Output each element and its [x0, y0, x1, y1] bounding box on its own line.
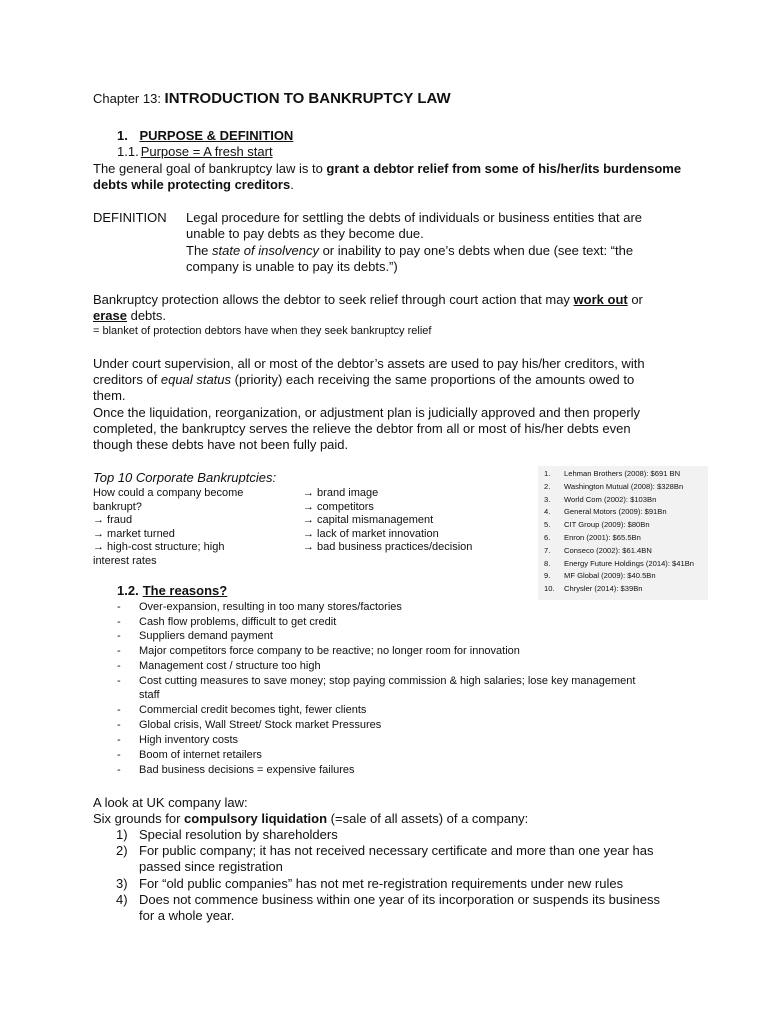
reason-left-1: → fraud [93, 514, 133, 526]
list-number: 7. [544, 545, 551, 555]
intro-line-1 [93, 161, 681, 177]
intro-bold-text: grant a debtor relief from some of his/her/its burdensome [326, 161, 682, 176]
list-item [538, 468, 708, 481]
protection-debts: debts. [126, 308, 167, 323]
list-number: 2) [116, 843, 128, 858]
subsection-1-1-title: Purpose = A fresh start [140, 144, 273, 159]
list-number: 1. [544, 469, 551, 478]
list-text: For “old public companies” has not met re-registration requirements under new rules [139, 876, 624, 891]
subsection-1-2-heading [117, 583, 227, 599]
uk-bold: compulsory liquidation [184, 811, 328, 826]
list-item [538, 532, 708, 545]
list-text: Lehman Brothers (2008): $691 BN [564, 469, 681, 478]
definition-label: DEFINITION [93, 210, 167, 225]
intro-line-2 [93, 177, 294, 193]
reason-text: staff [139, 689, 160, 701]
list-item [538, 570, 708, 583]
supervision-line-4: Once the liquidation, reorganization, or adjustment plan is judicially approved and then properly [93, 405, 641, 420]
document-page: Chapter 13: INTRODUCTION TO BANKRUPTCY LAW 1. PURPOSE & DEFINITION 1.1. Purpose = A fresh start The general goal of bankruptcy law is to grant a debtor relief from some of his/her/its burdensome debts while protecting creditors. DEFINITION Legal procedure for settling the debts of individuals or business entities that are unable to pay debts as they become due. The state of insolvency or inability to pay one’s debts when due (see text: “the company is unable to pay its debts.”) Bankruptcy protection allows the debtor to seek relief through court action that may work out or erase debts. = blanket of protection debtors have when they seek bankruptcy relief Under court supervision, all or most of the debtor’s assets are used to pay his/her creditors, with creditors of equal status (priority) each receiving the same proportions of the amounts owed to them. Once the liquidation, reorganization, or adjustment plan is judicially approved and then properly completed, the bankruptcy serves the relieve the debtor from all or most of his/her debts even though these debts have not been fully paid. Top 10 Corporate Bankruptcies: How could a company become bankrupt? → fraud → market turned → high-cost structure; high interest rates → brand image → competitors → capital mismanagement → lack of market innovation → bad business practices/decision 1. Lehman Brothers (2008): $691 BN 2. Washington Mutual (2008): $328Bn 3. World Com (2002): $103Bn 4. General Motors (2009): $91Bn 5. CIT Group (2009): $80Bn 6. Enron (2001): $65.5Bn 7. Conseco (2002): $61.4BN 8. Energy Future Holdings (2014): $41Bn 9. MF Global (2009): $40.5Bn 10. Chrysler (2014): $39Bn 1.2. The reasons? - Over-expansion, resulting in too many stores/factories - Cash flow problems, difficult to get credit - Suppliers demand payment - Major competitors force company to be reactive; no longer room for innovation - Management cost / structure too high - Cost cutting measures to save money; stop paying commission & high salaries; lose key management staff - Commercial credit becomes tight, fewer clients - Global crisis, Wall Street/ Stock market Pressures - High inventory costs - Boom of internet retailers - Bad business decisions = expensive failures A look at UK company law: Six grounds for compulsory liquidation (=sale of all assets) of a company: 1) Special resolution by shareholders 2) For public company; it has not received necessary certificate and more than one year has passed since registration 3) For “old public companies” has not met re-registration requirements under new rules 4) Does not commence business within one year of its incorporation or suspends its business for a whole year. [0, 0, 768, 1024]
reason-right-3: → capital mismanagement [303, 514, 434, 526]
reason-right-2: → competitors [303, 501, 374, 513]
supervision-italic: equal status [160, 372, 232, 387]
protection-erase: erase [93, 308, 127, 323]
reason-text: Global crisis, Wall Street/ Stock market Pressures [139, 719, 382, 731]
list-number: 8. [544, 558, 551, 568]
reason-text: Management cost / structure too high [139, 660, 321, 672]
reason-text: Cash flow problems, difficult to get credit [139, 616, 337, 628]
reason-text: Suppliers demand payment [139, 630, 273, 642]
supervision-line-2 [93, 372, 634, 388]
section-1-number: 1. [117, 128, 128, 143]
definition-line-3 [186, 243, 633, 259]
protection-line-2 [93, 308, 166, 324]
chapter-heading: INTRODUCTION TO BANKRUPTCY LAW [164, 90, 451, 107]
list-number: 1) [116, 827, 128, 842]
reason-text: Cost cutting measures to save money; stop paying commission & high salaries; lose key management [139, 675, 636, 687]
uk-six-grounds [93, 811, 528, 827]
top10-title: Top 10 Corporate Bankruptcies: [93, 470, 277, 485]
list-text: General Motors (2009): $91Bn [564, 507, 667, 517]
list-number: 2. [544, 481, 551, 491]
list-text: Energy Future Holdings (2014): $41Bn [564, 558, 695, 568]
uk-text: Six grounds for [93, 811, 185, 826]
reason-text: High inventory costs [139, 734, 239, 746]
list-item [538, 519, 708, 532]
supervision-line-5: completed, the bankruptcy serves the relieve the debtor from all or most of his/her debts even [93, 421, 631, 436]
list-number: 3) [116, 876, 128, 891]
intro-text: The general goal of bankruptcy law is to [93, 161, 327, 176]
list-number: 4. [544, 507, 551, 517]
definition-line-2: unable to pay debts as they become due. [186, 226, 424, 241]
subsection-1-2-title: The reasons? [142, 583, 228, 598]
list-text: World Com (2002): $103Bn [564, 494, 657, 504]
list-item [538, 506, 708, 519]
list-text: Special resolution by shareholders [139, 827, 338, 842]
definition-text-2: or inability to pay one’s debts when due (see text: “the [318, 243, 634, 258]
protection-line-1 [93, 292, 643, 308]
subsection-1-2-number: 1.2. [117, 583, 139, 598]
section-1-title: PURPOSE & DEFINITION [139, 128, 294, 143]
list-number: 5. [544, 520, 551, 530]
reason-right-1: → brand image [303, 487, 379, 499]
list-text: passed since registration [139, 859, 283, 874]
supervision-line-3: them. [93, 388, 126, 403]
list-text: CIT Group (2009): $80Bn [564, 520, 650, 530]
reason-text: Bad business decisions = expensive failures [139, 764, 355, 776]
reason-left-4: interest rates [93, 555, 157, 567]
list-text: Washington Mutual (2008): $328Bn [564, 481, 684, 491]
list-item [538, 545, 708, 558]
reason-text: Over-expansion, resulting in too many stores/factories [139, 601, 402, 613]
uk-text-2: (=sale of all assets) of a company: [327, 811, 529, 826]
list-item [538, 481, 708, 494]
definition-line-4: company is unable to pay its debts.”) [186, 259, 398, 274]
supervision-line-1: Under court supervision, all or most of the debtor’s assets are used to pay his/her creditors, with [93, 356, 645, 371]
list-text: Does not commence business within one year of its incorporation or suspends its business [139, 892, 660, 907]
list-number: 9. [544, 571, 551, 581]
list-item [538, 494, 708, 507]
chapter-title [93, 90, 451, 107]
protection-text: Bankruptcy protection allows the debtor to seek relief through court action that may [93, 292, 574, 307]
list-text: Enron (2001): $65.5Bn [564, 532, 641, 542]
list-item [538, 558, 708, 571]
top10-bankruptcies-list [538, 466, 708, 600]
top10-question-2: bankrupt? [93, 501, 142, 513]
supervision-text-2: (priority) each receiving the same proportions of the amounts owed to [231, 372, 635, 387]
chapter-prefix: Chapter 13: [93, 91, 165, 106]
list-text: Chrysler (2014): $39Bn [564, 584, 643, 594]
subsection-1-1-number: 1.1. [117, 144, 139, 159]
top10-question-1: How could a company become [93, 487, 244, 499]
reason-left-3: → high-cost structure; high [93, 541, 225, 553]
uk-heading: A look at UK company law: [93, 795, 248, 810]
intro-end: . [290, 177, 294, 192]
supervision-line-6: though these debts have not been fully paid. [93, 437, 349, 452]
section-1-heading [117, 128, 293, 144]
list-number: 6. [544, 532, 551, 542]
list-number: 3. [544, 494, 551, 504]
definition-italic: state of insolvency [212, 243, 319, 258]
reason-right-5: → bad business practices/decision [303, 541, 473, 553]
list-number: 10. [544, 584, 555, 594]
reason-text: Major competitors force company to be reactive; no longer room for innovation [139, 645, 520, 657]
definition-text: The [186, 243, 213, 258]
list-text: for a whole year. [139, 908, 235, 923]
reason-text: Boom of internet retailers [139, 749, 262, 761]
protection-work-out: work out [573, 292, 628, 307]
list-item [538, 583, 708, 596]
list-text: Conseco (2002): $61.4BN [564, 545, 652, 555]
list-number: 4) [116, 892, 128, 907]
subsection-1-1-heading [117, 144, 273, 160]
reason-text: Commercial credit becomes tight, fewer clients [139, 704, 367, 716]
protection-note: = blanket of protection debtors have when they seek bankruptcy relief [93, 325, 432, 337]
definition-line-1: Legal procedure for settling the debts of individuals or business entities that are [186, 210, 642, 225]
reason-right-4: → lack of market innovation [303, 528, 439, 540]
protection-or: or [627, 292, 643, 307]
supervision-text: creditors of [93, 372, 161, 387]
reason-left-2: → market turned [93, 528, 175, 540]
list-text: For public company; it has not received necessary certificate and more than one year has [139, 843, 654, 858]
list-text: MF Global (2009): $40.5Bn [564, 571, 656, 581]
intro-bold-text-2: debts while protecting creditors [93, 177, 291, 192]
